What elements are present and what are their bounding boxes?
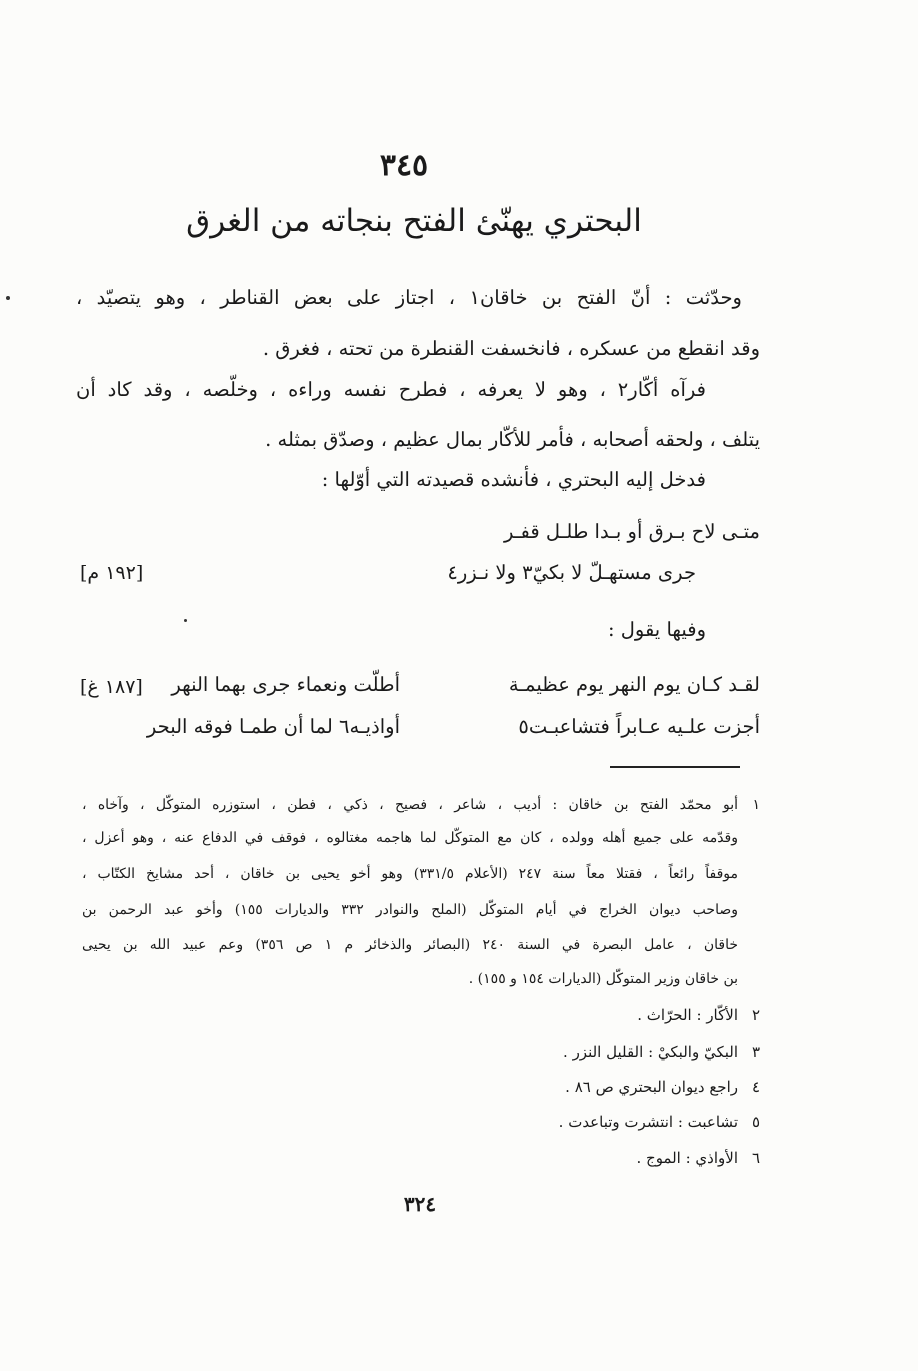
paragraph-2-line-2: يتلف ، ولحقه أصحابه ، فأمر للأكّار بمال عظيم ، وصدّق بمثله . [265,428,760,451]
footnote-1-line-2: وقدّمه على جميع أهله وولده ، كان مع المتوكّل لما هاجمه مغتالوه ، فوقف في الدفاع عنه ، وهو أعزل ، [82,830,738,846]
footnote-1-line-1: أبو محمّد الفتح بن خاقان : أديب ، شاعر ، فصيح ، ذكي ، فطن ، استوزره المتوكّل ، وآخاه ، [82,797,738,813]
verse-1-reference: [١٨٧ غ] [80,676,143,698]
margin-speck [6,296,10,300]
footnote-1-number: ١ [752,797,760,813]
page-title: البحتري يهنّئ الفتح بنجاته من الغرق [186,203,642,239]
footnote-4-text: راجع ديوان البحتري ص ٨٦ . [565,1078,738,1096]
footnote-3-number: ٣ [751,1043,760,1061]
verse-2-second-hemistich: أواذيـه٦ لما أن طمـا فوقه البحر [146,715,400,738]
footnote-1-line-6: بن خاقان وزير المتوكّل (الديارات ١٥٤ و ١٥٥) . [468,971,738,987]
opening-verse-reference: [١٩٢ م] [80,562,144,584]
opening-verse-line-2: جرى مستهـلّ لا بكيّ٣ ولا نـزر٤ [447,561,696,584]
footnote-3-text: البكيّ والبكيْ : القليل النزر . [563,1043,738,1061]
verse-1-first-hemistich: لقـد كـان يوم النهر يوم عظيمـة [508,673,760,696]
ink-speck [184,619,187,622]
page-number: ٣٢٤ [403,1192,437,1216]
verse-2-first-hemistich: أجزت علـيه عـابراً فتشاعبـت٥ [518,715,760,738]
footnote-6-number: ٦ [751,1149,760,1167]
footnote-1-line-3: موقفاً رائعاً ، فقتلا معاً سنة ٢٤٧ (الأعلام ٣٣١/٥) وهو أخو يحيى بن خاقان ، أحد مشايخ الكتّاب ، [82,866,738,882]
footnote-1-line-4: وصاحب ديوان الخراج في أيام المتوكّل (الملح والنوادر ٣٣٢ والديارات ١٥٥) وأخو عبد الرحمن بن [82,902,738,918]
opening-verse-line-1: متـى لاح بـرق أو بـدا طلـل قفـر [504,520,760,543]
section-number: ٣٤٥ [379,148,429,183]
intro-line: وفيها يقول : [607,618,706,641]
footnote-5-number: ٥ [751,1113,760,1131]
paragraph-2-line-1: فرآه أكّار٢ ، وهو لا يعرفه ، فطرح نفسه وراءه ، وخلّصه ، وقد كاد أن [76,378,706,401]
footnote-5-text: تشاعبت : انتشرت وتباعدت . [558,1113,738,1131]
footnote-separator [610,766,740,768]
footnote-6-text: الأواذي : الموج . [636,1149,738,1167]
footnote-4-number: ٤ [751,1078,760,1096]
footnote-1-line-5: خاقان ، عامل البصرة في السنة ٢٤٠ (البصائر والذخائر م ١ ص ٣٥٦) وعم عبيد الله بن يحيى [82,937,739,953]
paragraph-1-line-1: وحدّثت : أنّ الفتح بن خاقان١ ، اجتاز على بعض القناطر ، وهو يتصيّد ، [76,286,742,309]
verse-1-second-hemistich: أطلّت ونعماء جرى بهما النهر [171,673,400,696]
paragraph-1-line-2: وقد انقطع من عسكره ، فانخسفت القنطرة من تحته ، فغرق . [262,337,760,360]
footnote-2-text: الأكّار : الحرّاث . [637,1006,738,1024]
paragraph-3-line-1: فدخل إليه البحتري ، فأنشده قصيدته التي أوّلها : [321,468,706,491]
footnote-2-number: ٢ [751,1006,760,1024]
